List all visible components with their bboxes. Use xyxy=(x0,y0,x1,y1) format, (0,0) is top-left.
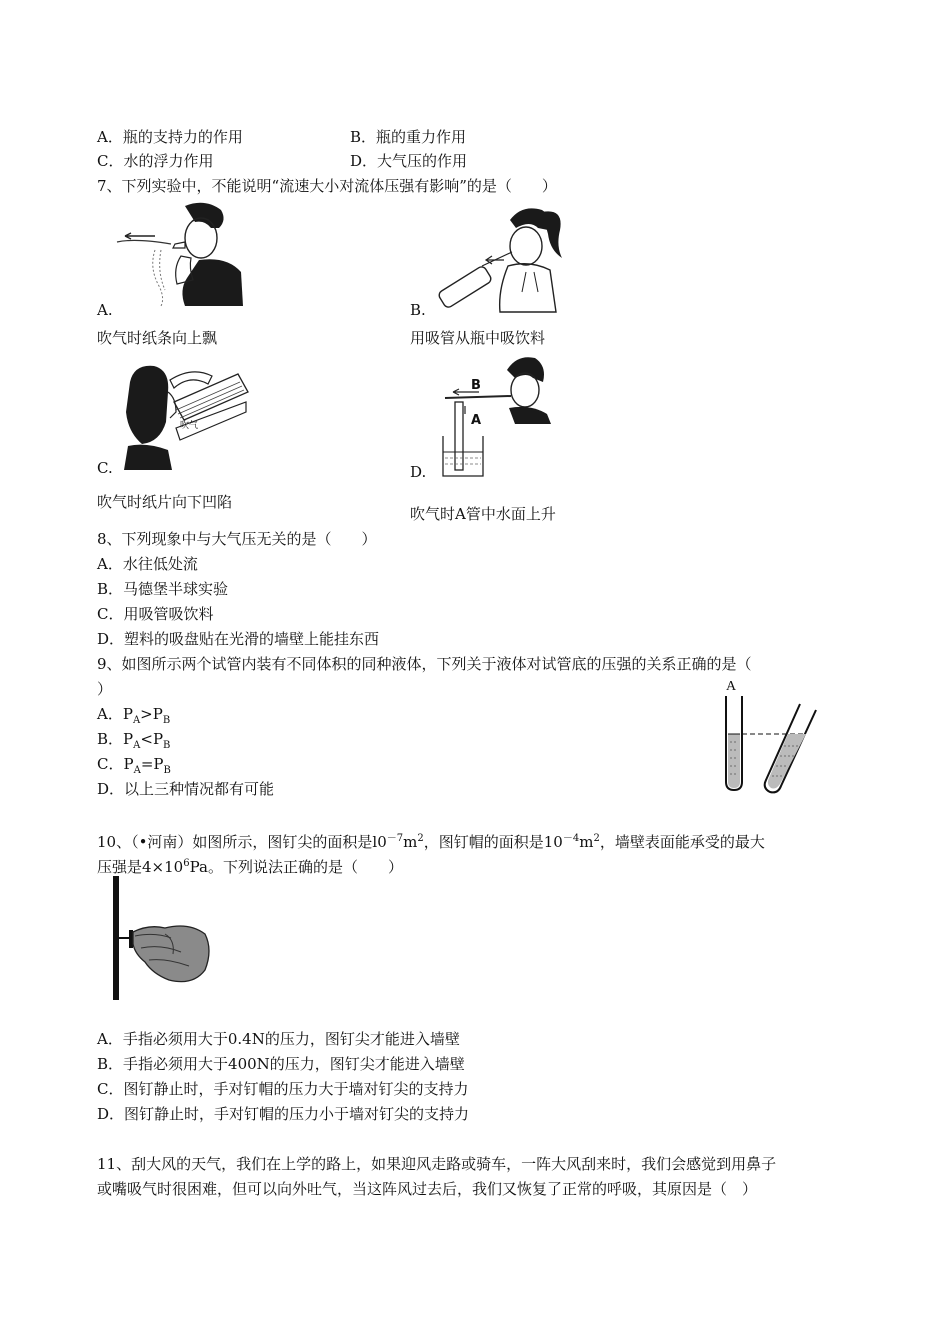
q7-option-a-caption: 吹气时纸条向上飘 xyxy=(97,329,218,347)
q7-option-c-letter: C. xyxy=(97,459,113,477)
q7-figure-b xyxy=(430,200,570,315)
q7-figure-d-label-b: B xyxy=(471,378,481,393)
q11-stem-line2: 或嘴吸气时很困难，但可以向外吐气，当这阵风过去后，我们又恢复了正常的呼吸，其原因是（ ） xyxy=(97,1180,758,1198)
q8-option-a: A．水往低处流 xyxy=(97,555,198,573)
q7-option-c-caption: 吹气时纸片向下凹陷 xyxy=(97,493,233,511)
q7-figure-d xyxy=(435,352,555,482)
q10-option-b: B．手指必须用大于400N的压力，图钉尖才能进入墙壁 xyxy=(97,1055,465,1073)
q10-stem-line1: 10、（•河南）如图所示，图钉尖的面积是$l0^{-7}m^2$，图钉帽的面积是$10^{-4}m^2$，墙壁表面能承受的最大 xyxy=(97,833,765,851)
q6-option-b: B．瓶的重力作用 xyxy=(350,128,467,146)
q7-stem: 7、下列实验中，不能说明“流速大小对流体压强有影响”的是（ ） xyxy=(97,177,557,195)
q6-option-a: A．瓶的支持力的作用 xyxy=(97,128,243,146)
q9-option-c: C．$P_A=P_B$ xyxy=(97,755,171,776)
q10-option-c: C．图钉静止时，手对钉帽的压力大于墙对钉尖的支持力 xyxy=(97,1080,469,1098)
q7-option-d-letter: D. xyxy=(410,463,427,481)
q9-stem: 9、如图所示两个试管内装有不同体积的同种液体，下列关于液体对试管底的压强的关系正确的是（ xyxy=(97,655,752,673)
q9-stem-cont: ） xyxy=(97,680,113,698)
q7-figure-d-label-a: A xyxy=(471,413,482,428)
q8-option-c: C．用吸管吸饮料 xyxy=(97,605,214,623)
q9-figure-test-tubes xyxy=(718,676,826,796)
q8-option-b: B．马德堡半球实验 xyxy=(97,580,229,598)
q9-option-a: A．$P_A>P_B$ xyxy=(97,705,171,726)
q7-option-b-letter: B. xyxy=(410,301,426,319)
q8-stem: 8、下列现象中与大气压无关的是（ ） xyxy=(97,530,377,548)
q7-option-b-caption: 用吸管从瓶中吸饮料 xyxy=(410,329,546,347)
q6-option-c: C．水的浮力作用 xyxy=(97,152,214,170)
q8-option-d: D．塑料的吸盘贴在光滑的墙壁上能挂东西 xyxy=(97,630,380,648)
q10-option-a: A．手指必须用大于0.4N的压力，图钉尖才能进入墙壁 xyxy=(97,1030,460,1048)
q6-option-d: D．大气压的作用 xyxy=(350,152,468,170)
q7-figure-c xyxy=(120,362,250,472)
q10-option-d: D．图钉静止时，手对钉帽的压力小于墙对钉尖的支持力 xyxy=(97,1105,470,1123)
q9-option-d: D．以上三种情况都有可能 xyxy=(97,780,275,798)
q7-figure-c-label: 吹气 xyxy=(180,421,199,431)
q9-figure-label: A xyxy=(726,679,737,694)
q9-option-b: B．$P_A<P_B$ xyxy=(97,730,171,751)
q7-option-d-caption: 吹气时A管中水面上升 xyxy=(410,505,556,523)
q11-stem-line1: 11、刮大风的天气，我们在上学的路上，如果迎风走路或骑车，一阵大风刮来时，我们会感觉到用鼻子 xyxy=(97,1155,777,1173)
q7-figure-a xyxy=(115,198,250,308)
q7-option-a-letter: A. xyxy=(97,301,113,319)
q10-stem-line2: 压强是$4\times 10^6Pa$。下列说法正确的是（ ） xyxy=(97,858,403,876)
q10-figure-thumbtack xyxy=(105,874,215,1002)
